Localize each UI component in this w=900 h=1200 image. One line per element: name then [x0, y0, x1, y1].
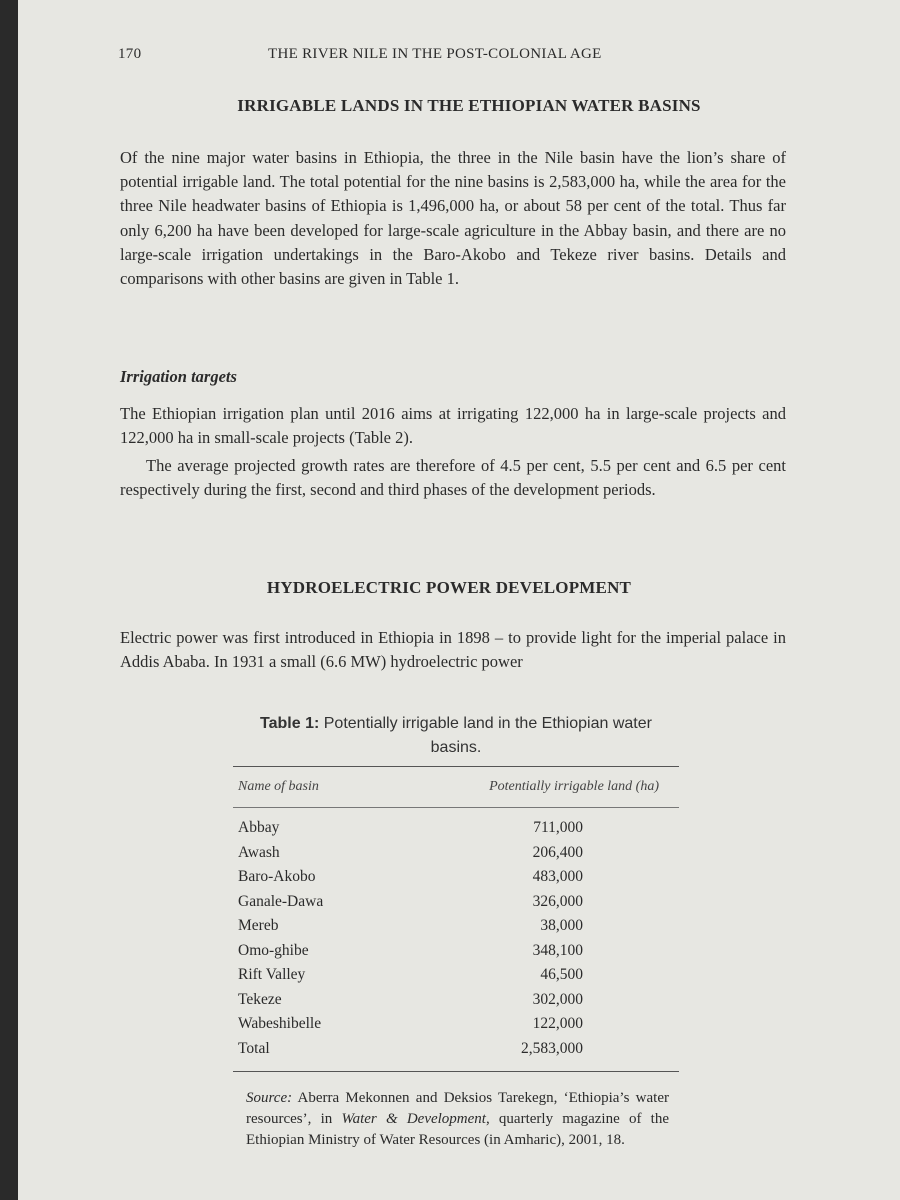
running-head: [118, 46, 798, 70]
irrigable-land-value: 46,500: [540, 966, 583, 984]
basin-name: Ganale-Dawa: [238, 892, 324, 910]
basin-name: Total: [238, 1039, 270, 1057]
basin-name: Tekeze: [238, 990, 282, 1008]
table-row: [233, 914, 679, 939]
table-row: [233, 841, 679, 866]
irrigable-land-value: 711,000: [533, 819, 583, 837]
section-heading-hydroelectric: HYDROELECTRIC POWER DEVELOPMENT: [266, 578, 632, 597]
irrigable-land-value: 326,000: [532, 892, 583, 910]
basin-name: Omo-ghibe: [238, 941, 309, 959]
basin-name: Mereb: [238, 917, 279, 935]
table-row: [233, 1012, 679, 1037]
irrigable-land-value: 348,100: [532, 941, 583, 959]
irrigable-land-value: 122,000: [532, 1015, 583, 1033]
table-header: [233, 767, 679, 807]
irrigable-land-value: 483,000: [532, 868, 583, 886]
irrigable-land-value: 206,400: [532, 843, 583, 861]
table-1: [233, 712, 679, 1151]
table-row: [233, 988, 679, 1013]
table-bottom-rule: [233, 1071, 679, 1072]
running-title: THE RIVER NILE IN THE POST-COLONIAL AGE: [268, 46, 602, 62]
subheading-irrigation-targets: Irrigation targets: [120, 367, 237, 386]
paragraph-irrigation-plan: The Ethiopian irrigation plan until 2016 aims at irrigating 122,000 ha in large-scale projects and 122,000 ha in small-scale projects (Table 2).: [120, 404, 786, 448]
table-row: [233, 939, 679, 964]
table-caption-text: Potentially irrigable land in the Ethiopian water basins.: [319, 715, 652, 756]
paragraph-hydroelectric: Electric power was first introduced in Ethiopia in 1898 – to provide light for the imperial palace in Addis Ababa. In 1931 a small (6.6 MW) hydroelectric power: [120, 628, 786, 672]
table-source-note: [233, 1088, 679, 1151]
table-header-rule: [233, 807, 679, 808]
book-page: [18, 0, 900, 1200]
basin-name: Wabeshibelle: [238, 1015, 322, 1033]
source-label: Source:: [246, 1090, 293, 1106]
basin-name: Abbay: [238, 819, 280, 837]
table-caption-label: Table 1:: [260, 715, 320, 732]
page-number: 170: [118, 46, 142, 62]
basin-name: Baro-Akobo: [238, 868, 316, 886]
table-row: [233, 963, 679, 988]
table-caption: [233, 712, 679, 760]
paragraph-growth-rates: The average projected growth rates are therefore of 4.5 per cent, 5.5 per cent and 6.5 per cent respectively during the first, second and third phases of the development periods.: [120, 456, 786, 500]
table-row: [233, 816, 679, 841]
section-heading-irrigable-lands: IRRIGABLE LANDS IN THE ETHIOPIAN WATER BASINS: [237, 96, 701, 115]
source-text: Aberra Mekonnen and Deksios Tarekegn, ‘Ethiopia’s water resources’, in: [246, 1090, 669, 1127]
basin-name: Awash: [238, 843, 280, 861]
irrigable-land-value: 302,000: [532, 990, 583, 1008]
source-text-end: , quarterly magazine of the Ethiopian Ministry of Water Resources (in Amharic), 2001, 18.: [246, 1111, 669, 1148]
table-row-total: [233, 1037, 679, 1062]
table-row: [233, 890, 679, 915]
column-header-irrigable-land: Potentially irrigable land (ha): [489, 779, 659, 794]
irrigable-land-value: 2,583,000: [521, 1039, 583, 1057]
irrigable-land-value: 38,000: [540, 917, 583, 935]
table-row: [233, 865, 679, 890]
reader-frame-edge: [0, 0, 18, 1200]
basin-name: Rift Valley: [238, 966, 306, 984]
paragraph-irrigable-lands: Of the nine major water basins in Ethiopia, the three in the Nile basin have the lion’s share of potential irrigable land. The total potential for the nine basins is 2,583,000 ha, while the area for the three Nile headwater basins of Ethiopia is 1,496,000 ha, or about 58 per cent of the total. Thus far only 6,200 ha have been developed for large-scale agriculture in the Abbay basin, and there are no large-scale irrigation undertakings in the Baro-Akobo and Tekeze river basins. Details and comparisons with other basins are given in Table 1.: [120, 148, 786, 289]
source-journal: Water & Development: [341, 1111, 486, 1127]
column-header-basin: Name of basin: [238, 779, 319, 794]
